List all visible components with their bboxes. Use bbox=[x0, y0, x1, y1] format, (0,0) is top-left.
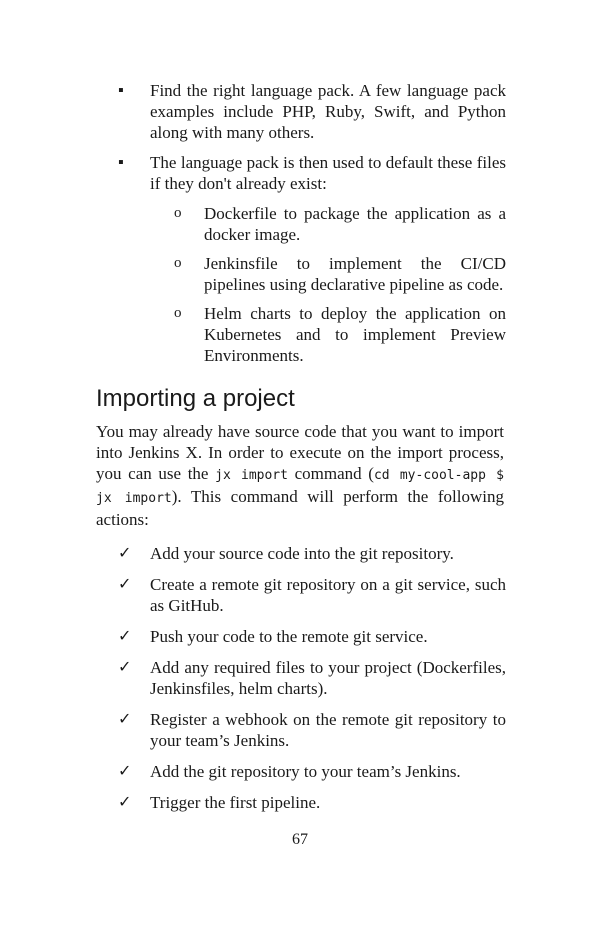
checkmark-icon: ✓ bbox=[118, 711, 132, 728]
sub-list-item-text: Jenkinsfile to implement the CI/CD pipelines using declarative pipeline as code. bbox=[204, 254, 506, 294]
check-list-item-text: Add your source code into the git repository. bbox=[150, 544, 454, 563]
check-list-item-text: Add any required files to your project (Dockerfiles, Jenkinsfiles, helm charts). bbox=[150, 658, 506, 698]
check-list-item bbox=[118, 626, 506, 647]
inline-code: cd my-cool-app $ jx import bbox=[96, 468, 504, 506]
square-bullet-icon: ▪ bbox=[118, 82, 124, 99]
checkmark-icon: ✓ bbox=[118, 576, 132, 593]
sub-list-item bbox=[172, 253, 506, 295]
sub-list-item-text: Dockerfile to package the application as a docker image. bbox=[204, 204, 506, 244]
paragraph-text: ). This command will perform the following actions: bbox=[96, 487, 504, 529]
checkmark-icon: ✓ bbox=[118, 545, 132, 562]
list-item bbox=[96, 152, 506, 194]
check-list-item bbox=[118, 657, 506, 699]
inline-code: jx import bbox=[215, 468, 288, 483]
language-pack-list bbox=[96, 80, 506, 374]
check-list-item bbox=[118, 574, 506, 616]
list-item-text: Find the right language pack. A few language pack examples include PHP, Ruby, Swift, and Python along with many others. bbox=[150, 81, 506, 142]
check-list-item-text: Create a remote git repository on a git service, such as GitHub. bbox=[150, 575, 506, 615]
list-item-text: The language pack is then used to default these files if they don't already exist: bbox=[150, 153, 506, 193]
page-number: 67 bbox=[292, 831, 308, 848]
circle-bullet-icon: o bbox=[174, 205, 182, 221]
sub-list-item bbox=[172, 203, 506, 245]
checkmark-icon: ✓ bbox=[118, 628, 132, 645]
paragraph-text: command ( bbox=[287, 464, 374, 483]
check-list-item bbox=[118, 709, 506, 751]
check-list-item-text: Push your code to the remote git service. bbox=[150, 627, 428, 646]
list-item bbox=[96, 80, 506, 143]
checkmark-icon: ✓ bbox=[118, 659, 132, 676]
square-bullet-icon: ▪ bbox=[118, 154, 124, 171]
checkmark-icon: ✓ bbox=[118, 794, 132, 811]
circle-bullet-icon: o bbox=[174, 255, 182, 271]
check-list-item bbox=[118, 792, 506, 813]
section-heading: Importing a project bbox=[96, 385, 295, 412]
circle-bullet-icon: o bbox=[174, 305, 182, 321]
paragraph-text: You may already have source code that you want to import into Jenkins X. In order to execute on the import process, you can use the bbox=[96, 422, 504, 483]
checkmark-icon: ✓ bbox=[118, 763, 132, 780]
check-list-item bbox=[118, 543, 506, 564]
check-list-item-text: Add the git repository to your team’s Jenkins. bbox=[150, 762, 461, 781]
intro-paragraph bbox=[96, 421, 504, 530]
default-files-sublist bbox=[172, 203, 506, 366]
check-list-item-text: Register a webhook on the remote git repository to your team’s Jenkins. bbox=[150, 710, 506, 750]
sub-list-item bbox=[172, 303, 506, 366]
check-list-item bbox=[118, 761, 506, 782]
import-actions-list bbox=[118, 543, 506, 823]
sub-list-item-text: Helm charts to deploy the application on Kubernetes and to implement Preview Environments. bbox=[204, 304, 506, 365]
check-list-item-text: Trigger the first pipeline. bbox=[150, 793, 321, 812]
